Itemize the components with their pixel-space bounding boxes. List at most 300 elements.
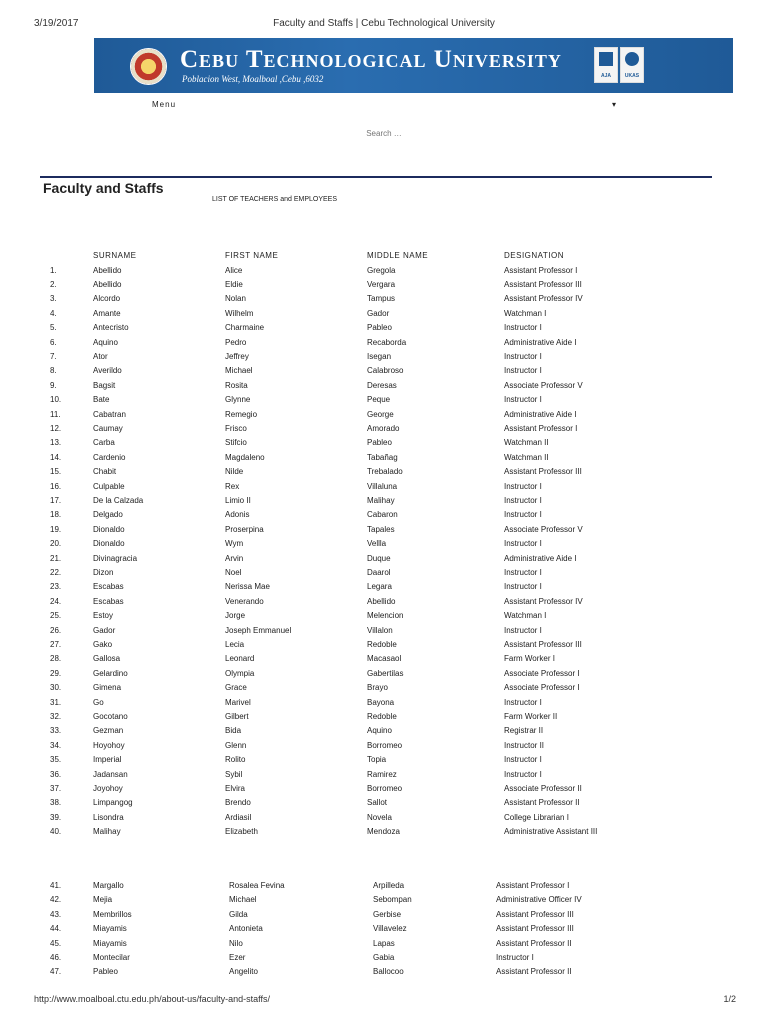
table-row (0, 410, 768, 424)
table-row (0, 712, 768, 726)
table-cell: Gador (367, 308, 390, 318)
table-cell: Sallot (367, 798, 388, 808)
table-cell: Limio II (225, 495, 251, 505)
table-cell: Brendo (225, 798, 251, 808)
table-cell: Instructor I (504, 582, 542, 592)
table-cell: Trebalado (367, 467, 403, 477)
table-cell: Instructor I (504, 769, 542, 779)
table-row (0, 953, 768, 967)
table-cell: Mendoza (367, 827, 400, 837)
table-cell: Venerando (225, 596, 264, 606)
table-cell: Abellido (93, 265, 122, 275)
table-cell: Bayona (367, 697, 395, 707)
table-cell: Vellla (367, 539, 387, 549)
row-number: 42. (50, 895, 62, 905)
row-number: 23. (50, 582, 62, 592)
table-cell: Membrillos (93, 909, 132, 919)
table-cell: Glenn (225, 740, 247, 750)
table-cell: Michael (229, 895, 257, 905)
table-cell: Michael (225, 366, 253, 376)
table-cell: Jeffrey (225, 351, 249, 361)
row-number: 18. (50, 510, 62, 520)
row-number: 26. (50, 625, 62, 635)
table-cell: Aquino (367, 726, 392, 736)
table-cell: Registrar II (504, 726, 544, 736)
table-cell: Arvin (225, 553, 244, 563)
row-number: 29. (50, 668, 62, 678)
table-cell: Antecristo (93, 323, 129, 333)
table-cell: Elvira (225, 783, 246, 793)
table-cell: Villaluna (367, 481, 398, 491)
table-row (0, 910, 768, 924)
table-row (0, 895, 768, 909)
table-cell: Instructor I (504, 755, 542, 765)
table-cell: Alcordo (93, 294, 121, 304)
row-number: 14. (50, 452, 62, 462)
print-page-number: 1/2 (723, 994, 736, 1004)
table-cell: Leonard (225, 654, 255, 664)
table-cell: Lisondra (93, 812, 124, 822)
row-number: 30. (50, 683, 62, 693)
table-cell: Assistant Professor II (496, 967, 572, 977)
table-row (0, 338, 768, 352)
row-number: 17. (50, 495, 62, 505)
table-cell: Gilbert (225, 711, 249, 721)
university-banner[interactable] (94, 38, 733, 93)
table-cell: Malihay (93, 827, 121, 837)
table-cell: Borromeo (367, 783, 403, 793)
table-cell: Cabaron (367, 510, 398, 520)
table-cell: Instructor I (504, 697, 542, 707)
table-cell: Ballocoo (373, 967, 404, 977)
table-cell: Miayamis (93, 924, 127, 934)
table-cell: Administrative Aide I (504, 409, 577, 419)
row-number: 27. (50, 639, 62, 649)
table-row (0, 597, 768, 611)
row-number: 44. (50, 924, 62, 934)
column-header: MIDDLE NAME (367, 251, 429, 260)
table-cell: Assistant Professor III (496, 924, 574, 934)
table-row (0, 881, 768, 895)
search-bar[interactable] (0, 128, 768, 139)
table-row (0, 395, 768, 409)
table-cell: Gabia (373, 953, 395, 962)
table-row (0, 496, 768, 510)
table-cell: Dionaldo (93, 524, 125, 534)
table-cell: Grace (225, 683, 247, 693)
table-cell: Nerissa Mae (225, 582, 270, 592)
table-cell: Gocotano (93, 711, 128, 721)
table-cell: Administrative Officer IV (496, 895, 582, 905)
table-cell: Instructor I (504, 323, 542, 333)
table-row (0, 510, 768, 524)
table-cell: De la Calzada (93, 495, 144, 505)
table-cell: Jorge (225, 611, 246, 621)
table-cell: Assistant Professor I (496, 881, 570, 890)
table-cell: Amorado (367, 423, 400, 433)
table-cell: Villalon (367, 625, 393, 635)
table-cell: Antonieta (229, 924, 263, 934)
page-subtitle: LIST OF TEACHERS and EMPLOYEES (212, 196, 338, 203)
table-cell: Calabroso (367, 366, 404, 376)
row-number: 24. (50, 596, 62, 606)
table-row (0, 683, 768, 697)
table-cell: Adonis (225, 510, 250, 520)
table-cell: Sybil (225, 769, 243, 779)
table-cell: Assistant Professor II (504, 798, 580, 808)
table-cell: Escabas (93, 582, 124, 592)
ukas-badge-icon: UKAS (620, 47, 644, 83)
table-cell: Pableo (93, 967, 118, 977)
title-divider (40, 176, 712, 178)
table-cell: Lecia (225, 639, 245, 649)
table-cell: Administrative Assistant III (504, 827, 598, 837)
table-cell: Cardenio (93, 452, 126, 462)
table-cell: Assistant Professor II (496, 938, 572, 948)
table-row (0, 967, 768, 981)
table-row (0, 755, 768, 769)
table-cell: Wym (225, 539, 244, 549)
table-cell: Rosita (225, 380, 248, 390)
table-cell: Instructor I (504, 366, 542, 376)
table-row (0, 770, 768, 784)
table-cell: Deresas (367, 380, 397, 390)
row-number: 4. (50, 308, 57, 318)
table-row (0, 467, 768, 481)
table-cell: Malihay (367, 495, 395, 505)
table-row (0, 611, 768, 625)
table-cell: Instructor I (504, 625, 542, 635)
table-cell: Carba (93, 438, 115, 448)
table-cell: Redoble (367, 639, 397, 649)
table-cell: Gimena (93, 683, 122, 693)
row-number: 33. (50, 726, 62, 736)
row-number: 43. (50, 909, 62, 919)
table-cell: Noel (225, 567, 242, 577)
row-number: 19. (50, 524, 62, 534)
table-row (0, 309, 768, 323)
table-row (0, 453, 768, 467)
table-cell: Watchman I (504, 611, 547, 621)
table-cell: Farm Worker II (504, 711, 558, 721)
row-number: 6. (50, 337, 57, 347)
table-cell: Assistant Professor IV (504, 294, 583, 304)
table-row (0, 798, 768, 812)
row-number: 41. (50, 881, 62, 890)
table-cell: Jadansan (93, 769, 128, 779)
table-cell: Wilhelm (225, 308, 254, 318)
table-cell: Nilo (229, 938, 243, 948)
table-cell: Gador (93, 625, 116, 635)
table-cell: Isegan (367, 351, 392, 361)
table-cell: Montecilar (93, 953, 130, 962)
row-number: 47. (50, 967, 62, 977)
table-cell: Nilde (225, 467, 244, 477)
table-cell: Instructor I (504, 539, 542, 549)
table-cell: Marivel (225, 697, 251, 707)
row-number: 45. (50, 938, 62, 948)
table-cell: Dionaldo (93, 539, 125, 549)
table-row (0, 726, 768, 740)
row-number: 37. (50, 783, 62, 793)
row-number: 31. (50, 697, 62, 707)
table-row (0, 626, 768, 640)
nav-menu[interactable] (0, 100, 768, 114)
table-cell: Go (93, 697, 104, 707)
table-cell: Instructor I (504, 351, 542, 361)
table-cell: Rolito (225, 755, 246, 765)
table-cell: Stifcio (225, 438, 247, 448)
row-number: 35. (50, 755, 62, 765)
table-cell: Rosalea Fevina (229, 881, 285, 890)
row-number: 3. (50, 294, 57, 304)
table-row (0, 482, 768, 496)
table-cell: Joseph Emmanuel (225, 625, 292, 635)
column-header: FIRST NAME (225, 251, 279, 260)
table-cell: Delgado (93, 510, 123, 520)
row-number: 16. (50, 481, 62, 491)
row-number: 13. (50, 438, 62, 448)
table-cell: Borromeo (367, 740, 403, 750)
table-cell: Limpangog (93, 798, 133, 808)
table-cell: Nolan (225, 294, 246, 304)
table-row (0, 554, 768, 568)
table-cell: Elizabeth (225, 827, 258, 837)
table-cell: Tabañag (367, 452, 398, 462)
table-cell: Olympia (225, 668, 255, 678)
print-page-title: Faculty and Staffs | Cebu Technological University (273, 18, 495, 29)
table-cell: Associate Professor V (504, 380, 583, 390)
table-cell: Watchman II (504, 438, 549, 448)
search-input[interactable] (322, 128, 446, 139)
table-cell: Instructor I (504, 510, 542, 520)
table-cell: Dizon (93, 567, 114, 577)
table-cell: George (367, 409, 394, 419)
page-title: Faculty and Staffs (43, 180, 164, 196)
table-row (0, 669, 768, 683)
table-cell: Instructor I (504, 395, 542, 405)
table-cell: Caumay (93, 423, 123, 433)
table-cell: Chabit (93, 467, 117, 477)
row-number: 11. (50, 409, 61, 419)
row-number: 7. (50, 351, 57, 361)
table-cell: Duque (367, 553, 391, 563)
table-cell: Novela (367, 812, 392, 822)
table-cell: Associate Professor I (504, 683, 580, 693)
table-cell: Tapales (367, 524, 395, 534)
table-cell: Assistant Professor III (504, 279, 582, 289)
table-cell: Assistant Professor III (504, 639, 582, 649)
table-cell: Eldie (225, 279, 243, 289)
table-row (0, 939, 768, 953)
table-cell: Ardiasil (225, 812, 252, 822)
table-cell: Administrative Aide I (504, 337, 577, 347)
row-number: 36. (50, 769, 62, 779)
print-date: 3/19/2017 (34, 18, 79, 29)
table-row (0, 352, 768, 366)
table-cell: Cabatran (93, 409, 126, 419)
table-cell: Hoyohoy (93, 740, 125, 750)
table-cell: Topia (367, 755, 387, 765)
table-cell: Miayamis (93, 938, 127, 948)
row-number: 34. (50, 740, 62, 750)
table-cell: Tampus (367, 294, 396, 304)
table-cell: Vergara (367, 279, 396, 289)
table-row (0, 924, 768, 938)
table-cell: Melencion (367, 611, 404, 621)
table-row (0, 525, 768, 539)
table-cell: Watchman II (504, 452, 549, 462)
table-cell: Assistant Professor I (504, 265, 578, 275)
table-header-row (0, 251, 768, 265)
university-address: Poblacion West, Moalboal ,Cebu ,6032 (182, 74, 324, 84)
print-url: http://www.moalboal.ctu.edu.ph/about-us/faculty-and-staffs/ (34, 994, 270, 1004)
table-cell: Angelito (229, 967, 258, 977)
table-cell: Culpable (93, 481, 125, 491)
row-number: 46. (50, 953, 62, 962)
table-cell: Frisco (225, 423, 247, 433)
table-cell: Margallo (93, 881, 124, 890)
table-cell: Magdaleno (225, 452, 265, 462)
row-number: 20. (50, 539, 62, 549)
table-cell: Estoy (93, 611, 114, 621)
table-row (0, 640, 768, 654)
table-row (0, 438, 768, 452)
table-row (0, 323, 768, 337)
row-number: 9. (50, 380, 57, 390)
table-cell: Abellido (93, 279, 122, 289)
table-cell: Bagsit (93, 380, 116, 390)
table-cell: Administrative Aide I (504, 553, 577, 563)
table-cell: Pableo (367, 323, 392, 333)
row-number: 38. (50, 798, 62, 808)
table-cell: Gregola (367, 265, 396, 275)
table-cell: Bida (225, 726, 242, 736)
table-cell: Instructor I (496, 953, 534, 962)
table-row (0, 568, 768, 582)
table-cell: Gezman (93, 726, 124, 736)
table-cell: Bate (93, 395, 110, 405)
table-cell: Amante (93, 308, 121, 318)
row-number: 15. (50, 467, 62, 477)
table-cell: Abellido (367, 596, 396, 606)
chevron-down-icon[interactable]: ▾ (612, 100, 617, 109)
table-cell: Daarol (367, 567, 391, 577)
table-cell: Joyohoy (93, 783, 123, 793)
table-cell: Gako (93, 639, 113, 649)
table-cell: Brayo (367, 683, 388, 693)
row-number: 28. (50, 654, 62, 664)
table-cell: Instructor II (504, 740, 545, 750)
table-cell: Assistant Professor I (504, 423, 578, 433)
table-row (0, 294, 768, 308)
table-cell: Aquino (93, 337, 118, 347)
table-cell: Arpilleda (373, 881, 405, 890)
row-number: 22. (50, 567, 62, 577)
table-cell: Divinagracia (93, 553, 138, 563)
table-cell: Gallosa (93, 654, 121, 664)
row-number: 8. (50, 366, 57, 376)
table-cell: Associate Professor I (504, 668, 580, 678)
table-row (0, 539, 768, 553)
table-row (0, 813, 768, 827)
row-number: 21. (50, 553, 62, 563)
row-number: 12. (50, 423, 62, 433)
table-cell: Recaborda (367, 337, 407, 347)
menu-label[interactable]: Menu (152, 100, 177, 109)
table-cell: Redoble (367, 711, 397, 721)
table-cell: Pedro (225, 337, 247, 347)
column-header: SURNAME (93, 251, 137, 260)
table-cell: Remegio (225, 409, 258, 419)
column-header: DESIGNATION (504, 251, 565, 260)
accreditation-badge-icon: AJA (594, 47, 618, 83)
row-number: 5. (50, 323, 57, 333)
table-cell: Gilda (229, 909, 248, 919)
university-name: Cebu Technological University (180, 46, 562, 73)
table-cell: Sebompan (373, 895, 412, 905)
table-row (0, 582, 768, 596)
table-row (0, 827, 768, 841)
table-cell: Rex (225, 481, 240, 491)
table-row (0, 366, 768, 380)
table-cell: Alice (225, 265, 243, 275)
table-row (0, 784, 768, 798)
table-cell: Peque (367, 395, 391, 405)
row-number: 1. (50, 265, 57, 275)
table-row (0, 424, 768, 438)
table-cell: Escabas (93, 596, 124, 606)
table-cell: Assistant Professor III (504, 467, 582, 477)
table-cell: Ramirez (367, 769, 397, 779)
table-cell: Lapas (373, 938, 395, 948)
row-number: 25. (50, 611, 62, 621)
table-cell: Gerbise (373, 909, 402, 919)
table-cell: College Librarian I (504, 812, 569, 822)
table-cell: Gabertilas (367, 668, 404, 678)
table-cell: Charmaine (225, 323, 265, 333)
table-cell: Imperial (93, 755, 122, 765)
table-cell: Glynne (225, 395, 251, 405)
table-cell: Assistant Professor III (496, 909, 574, 919)
table-cell: Assistant Professor IV (504, 596, 583, 606)
table-cell: Macasaol (367, 654, 402, 664)
table-cell: Ator (93, 351, 108, 361)
table-cell: Associate Professor II (504, 783, 582, 793)
row-number: 40. (50, 827, 62, 837)
table-cell: Ezer (229, 953, 246, 962)
row-number: 2. (50, 279, 57, 289)
row-number: 32. (50, 711, 62, 721)
table-row (0, 698, 768, 712)
table-cell: Instructor I (504, 481, 542, 491)
table-row (0, 266, 768, 280)
table-cell: Villavelez (373, 924, 407, 934)
university-seal-icon (130, 48, 167, 85)
table-cell: Instructor I (504, 567, 542, 577)
table-cell: Proserpina (225, 524, 264, 534)
row-number: 10. (50, 395, 62, 405)
table-row (0, 741, 768, 755)
table-cell: Instructor I (504, 495, 542, 505)
table-cell: Mejia (93, 895, 113, 905)
table-cell: Pableo (367, 438, 392, 448)
table-row (0, 381, 768, 395)
table-cell: Averildo (93, 366, 122, 376)
table-cell: Gelardino (93, 668, 128, 678)
table-cell: Farm Worker I (504, 654, 555, 664)
table-cell: Watchman I (504, 308, 547, 318)
